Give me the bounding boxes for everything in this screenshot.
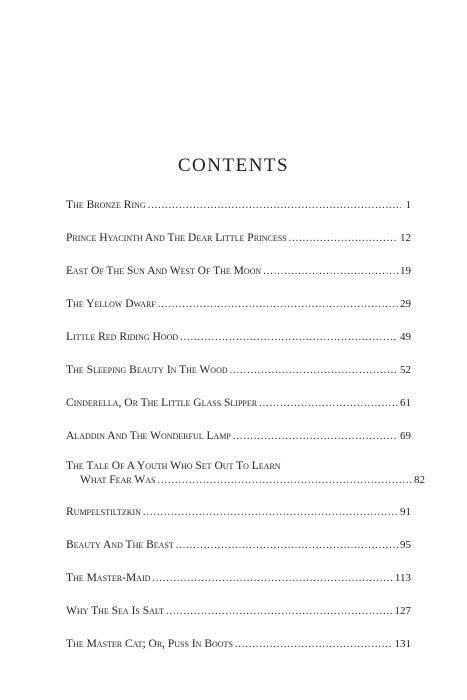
toc-entry[interactable] [66,363,411,378]
toc-entry-title: East Of The Sun And West Of The Moon [66,265,262,277]
toc-entry-title: The Yellow Dwarf [66,298,156,310]
dot-leader [233,430,398,444]
dot-leader [157,474,412,488]
toc-entry-title: The Bronze Ring [66,199,146,211]
toc-entry[interactable] [66,396,411,411]
toc-entry-page: 61 [400,397,411,409]
toc-entry-title: Rumpelstiltzkin [66,506,141,518]
toc-entry-title: Cinderella, Or The Little Glass Slipper [66,397,258,409]
toc-entry-title: Little Red Riding Hood [66,331,179,343]
toc-entry-title: The Sleeping Beauty In The Wood [66,364,228,376]
toc-entry-title: Why The Sea Is Salt [66,605,164,617]
dot-leader [152,572,393,586]
toc-entry[interactable] [66,637,411,652]
toc-entry-title-line1: The Tale Of A Youth Who Set Out To Learn [66,460,281,472]
dot-leader [259,397,398,411]
toc-entry-page: 52 [400,364,411,376]
dot-leader [176,539,398,553]
toc-entry-page: 1 [405,199,411,211]
toc-entry-page: 82 [414,474,425,486]
dot-leader [230,364,398,378]
toc-entry-page: 19 [400,265,411,277]
toc-entry-title: Beauty And The Beast [66,539,174,551]
dot-leader [158,298,398,312]
toc-entry[interactable] [66,604,411,619]
toc-entry-page: 113 [394,572,411,584]
toc-entry[interactable] [66,264,411,279]
toc-entry-title: Prince Hyacinth And The Dear Little Princess [66,232,287,244]
toc-entry-page: 91 [400,506,411,518]
toc-entry-title: The Master Cat; Or, Puss In Boots [66,638,233,650]
dot-leader [263,265,398,279]
toc-entry[interactable] [66,459,425,488]
toc-entry-title-line2: What Fear Was [80,474,156,486]
toc-entry-title: Aladdin And The Wonderful Lamp [66,430,231,442]
dot-leader [235,638,393,652]
toc-entry[interactable] [66,231,411,246]
toc-entry-page: 95 [400,539,411,551]
toc-entry[interactable] [66,330,411,345]
toc-entry-page: 69 [400,430,411,442]
toc-entry-page: 12 [400,232,411,244]
toc-entry[interactable] [66,538,411,553]
toc-entry-page: 131 [394,638,411,650]
dot-leader [166,605,393,619]
dot-leader [148,199,401,213]
toc-entry[interactable] [66,429,411,444]
toc-entry[interactable] [66,198,411,213]
toc-entry-title: The Master-Maid [66,572,151,584]
toc-entry[interactable] [66,297,411,312]
toc-entry-page: 127 [394,605,411,617]
dot-leader [143,506,398,520]
page-title: contents [177,147,290,177]
toc-entry-page: 49 [400,331,411,343]
dot-leader [180,331,398,345]
toc-entry-page: 29 [400,298,411,310]
toc-entry[interactable] [66,571,411,586]
toc-entry[interactable] [66,505,411,520]
dot-leader [289,232,398,246]
